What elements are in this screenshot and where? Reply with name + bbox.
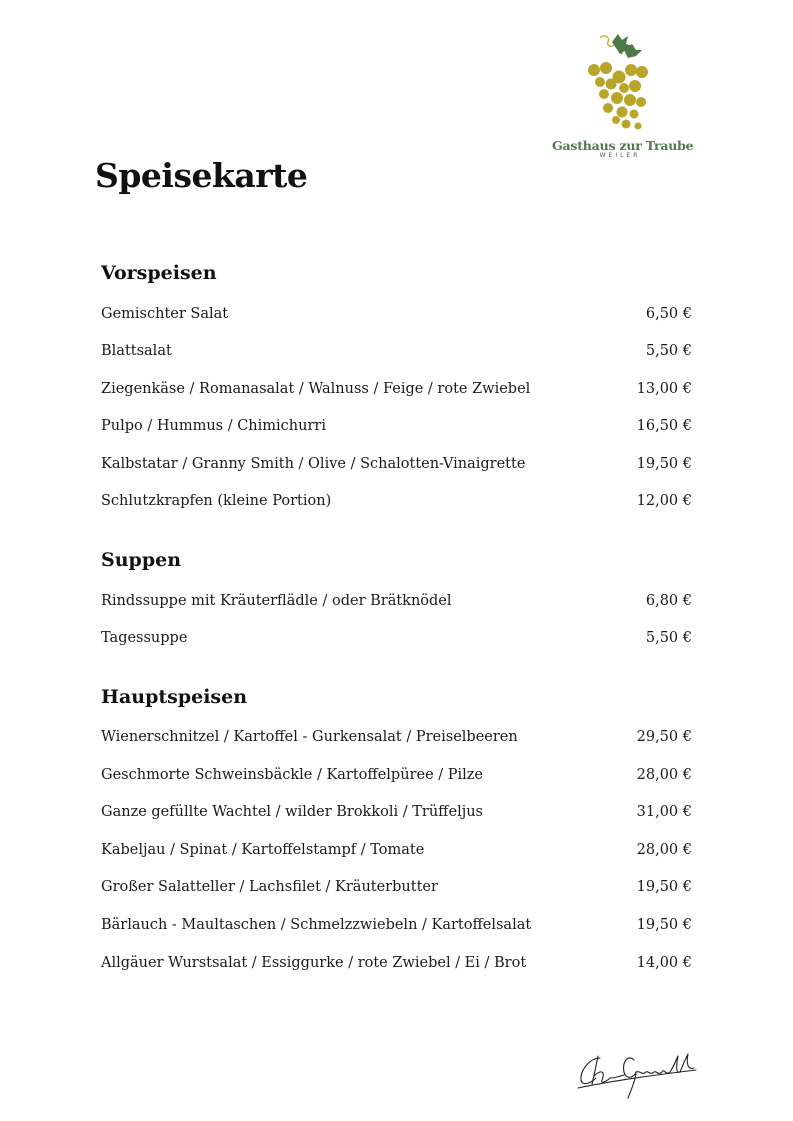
item-name: Gemischter Salat	[101, 306, 229, 322]
item-price: 6,50 €	[645, 306, 692, 322]
item-name: Ziegenkäse / Romanasalat / Walnuss / Feige / rote Zwiebel	[101, 381, 531, 397]
menu-item	[101, 628, 692, 648]
item-price: 29,50 €	[636, 729, 692, 745]
logo-name: Gasthaus zur Traube	[552, 138, 694, 153]
logo-subtitle: WEILER	[599, 152, 641, 159]
menu-item	[101, 341, 692, 361]
menu-item	[101, 840, 692, 860]
menu-item	[101, 591, 692, 611]
item-name: Allgäuer Wurstsalat / Essiggurke / rote Zwiebel / Ei / Brot	[101, 955, 527, 971]
page-title: Speisekarte	[95, 156, 308, 195]
menu-item	[101, 491, 692, 511]
menu-item	[101, 454, 692, 474]
item-price: 5,50 €	[645, 630, 692, 646]
menu-item	[101, 379, 692, 399]
item-name: Ganze gefüllte Wachtel / wilder Brokkoli / Trüffeljus	[101, 804, 483, 820]
section-title-hauptspeisen: Hauptspeisen	[101, 686, 248, 708]
section-title-suppen: Suppen	[101, 549, 182, 571]
item-price: 13,00 €	[636, 381, 692, 397]
item-price: 31,00 €	[636, 804, 692, 820]
item-price: 28,00 €	[636, 767, 692, 783]
menu-item	[101, 953, 692, 973]
section-title-vorspeisen: Vorspeisen	[101, 262, 217, 284]
item-name: Kalbstatar / Granny Smith / Olive / Schalotten-Vinaigrette	[101, 456, 526, 472]
signature-image	[576, 1048, 698, 1102]
item-price: 5,50 €	[645, 343, 692, 359]
item-name: Wienerschnitzel / Kartoffel - Gurkensalat / Preiselbeeren	[101, 729, 518, 745]
grape-cluster-icon	[586, 32, 654, 134]
item-price: 12,00 €	[636, 493, 692, 509]
menu-item	[101, 416, 692, 436]
item-price: 14,00 €	[636, 955, 692, 971]
item-price: 19,50 €	[636, 917, 692, 933]
item-name: Pulpo / Hummus / Chimichurri	[101, 418, 326, 434]
item-name: Kabeljau / Spinat / Kartoffelstampf / Tomate	[101, 842, 425, 858]
item-name: Bärlauch - Maultaschen / Schmelzzwiebeln / Kartoffelsalat	[101, 917, 532, 933]
restaurant-logo	[552, 32, 694, 162]
menu-item	[101, 727, 692, 747]
item-name: Großer Salatteller / Lachsfilet / Kräuterbutter	[101, 879, 438, 895]
menu-item	[101, 915, 692, 935]
item-name: Blattsalat	[101, 343, 172, 359]
menu-item	[101, 877, 692, 897]
item-price: 19,50 €	[636, 456, 692, 472]
item-price: 19,50 €	[636, 879, 692, 895]
item-price: 28,00 €	[636, 842, 692, 858]
item-name: Rindssuppe mit Kräuterflädle / oder Brätknödel	[101, 593, 452, 609]
item-name: Schlutzkrapfen (kleine Portion)	[101, 493, 332, 509]
item-price: 16,50 €	[636, 418, 692, 434]
menu-item	[101, 765, 692, 785]
menu-item	[101, 802, 692, 822]
item-name: Tagessuppe	[101, 630, 188, 646]
item-price: 6,80 €	[645, 593, 692, 609]
item-name: Geschmorte Schweinsbäckle / Kartoffelpüree / Pilze	[101, 767, 484, 783]
menu-item	[101, 304, 692, 324]
